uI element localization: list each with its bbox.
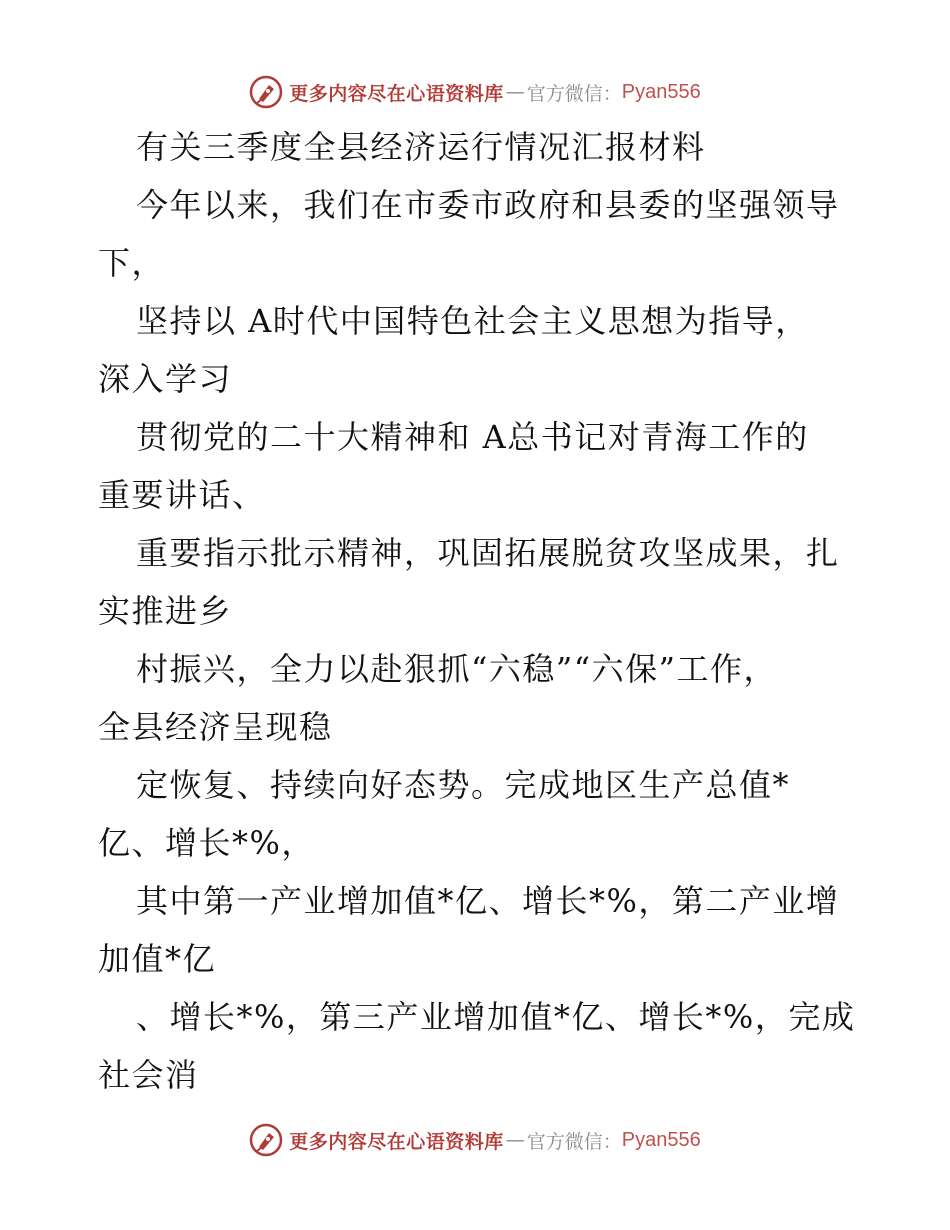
watermark-separator: — [505,1129,525,1151]
watermark-wechat-id: Pyan556 [621,1128,701,1151]
paragraph-line: 加值*亿 [98,940,217,978]
pen-nib-logo-icon [249,75,283,109]
watermark-banner-bottom [0,1118,950,1162]
watermark-wechat-label: 官方微信： [526,82,622,105]
watermark-separator: — [505,81,525,103]
pen-nib-logo-icon [249,1123,283,1157]
paragraph-line: 今年以来，我们在市委市政府和县委的坚强领导 [136,186,840,224]
paragraph-line: 全县经济呈现稳 [98,708,333,746]
paragraph-line: 亿、增长*%， [98,824,315,862]
paragraph-line: 村振兴，全力以赴狠抓“六稳”“六保”工作， [136,650,777,688]
paragraph-line: 坚持以 A时代中国特色社会主义思想为指导， [136,302,809,340]
paragraph-line: 、增长*%，第三产业增加值*亿、增长*%，完成 [136,998,856,1036]
document-title: 有关三季度全县经济运行情况汇报材料 [136,128,706,166]
paragraph-line: 社会消 [98,1056,199,1094]
paragraph-line: 重要讲话、 [98,476,266,514]
paragraph-line: 下， [98,244,166,282]
paragraph-line: 实推进乡 [98,592,233,630]
paragraph-line: 定恢复、持续向好态势。完成地区生产总值* [136,766,791,804]
watermark-banner-top [0,70,950,114]
watermark-brand-text: 更多内容尽在心语资料库 [289,1130,504,1153]
document-body [98,118,858,1104]
paragraph-line: 重要指示批示精神，巩固拓展脱贫攻坚成果，扎 [136,534,840,572]
paragraph-line: 其中第一产业增加值*亿、增长*%，第二产业增 [136,882,840,920]
watermark-brand-text: 更多内容尽在心语资料库 [289,82,504,105]
paragraph-line: 深入学习 [98,360,233,398]
watermark-wechat-id: Pyan556 [621,80,701,103]
watermark-wechat-label: 官方微信： [526,1130,622,1153]
paragraph-line: 贯彻党的二十大精神和 A总书记对青海工作的 [136,418,809,456]
